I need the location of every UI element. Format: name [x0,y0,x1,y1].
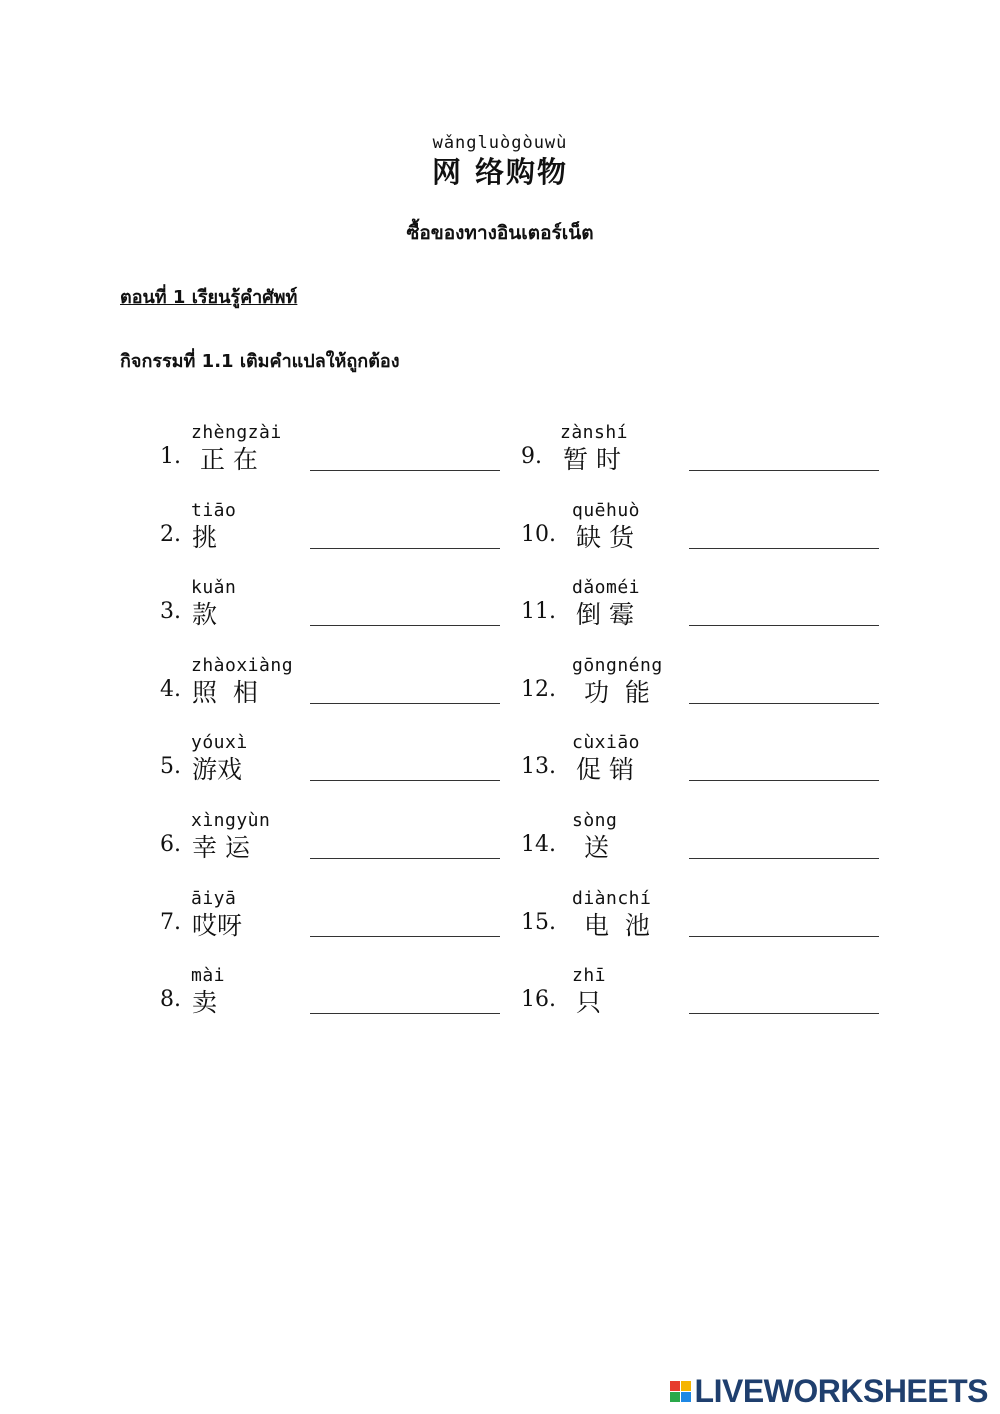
answer-blank[interactable] [689,858,879,859]
vocab-pinyin: tiāo [191,500,237,521]
answer-blank[interactable] [689,1013,879,1014]
vocab-number: 12. [521,677,556,702]
vocab-pinyin: sòng [572,810,618,831]
vocab-number: 16. [521,987,556,1012]
vocab-item [521,810,881,880]
vocab-pinyin: quēhuò [572,500,641,521]
vocab-pinyin: zhàoxiàng [191,655,294,676]
vocab-number: 7. [160,910,181,935]
vocab-pinyin: zànshí [560,422,629,443]
vocab-item [521,888,881,958]
vocab-number: 13. [521,754,556,779]
vocab-hanzi: 送 [576,833,609,862]
activity-instruction: กิจกรรมที่ 1.1 เติมคำแปลให้ถูกต้อง [120,351,400,372]
answer-blank[interactable] [310,780,500,781]
vocab-item [521,655,881,725]
vocab-item [160,422,520,492]
answer-blank[interactable] [310,936,500,937]
vocab-item [160,732,520,802]
vocab-item [160,810,520,880]
vocab-item [160,888,520,958]
vocab-pinyin: kuǎn [191,577,237,598]
vocab-item [160,965,520,1035]
vocab-hanzi: 幸 运 [192,833,250,862]
vocab-hanzi: 哎呀 [192,911,243,940]
answer-blank[interactable] [310,858,500,859]
vocab-hanzi: 倒 霉 [576,600,634,629]
answer-blank[interactable] [310,625,500,626]
answer-blank[interactable] [310,470,500,471]
vocab-number: 15. [521,910,556,935]
vocab-number: 11. [521,599,556,624]
vocab-number: 9. [521,444,542,469]
vocab-hanzi: 挑 [192,523,218,552]
vocab-pinyin: xìngyùn [191,810,271,831]
watermark-logo [670,1373,988,1410]
answer-blank[interactable] [689,470,879,471]
answer-blank[interactable] [310,1013,500,1014]
title-pinyin: wǎngluògòuwù [432,133,568,153]
vocab-pinyin: yóuxì [191,732,248,753]
vocab-pinyin: diànchí [572,888,652,909]
answer-blank[interactable] [689,548,879,549]
answer-blank[interactable] [310,703,500,704]
section-heading: ตอนที่ 1 เรียนรู้คำศัพท์ [120,287,298,308]
vocab-pinyin: mài [191,965,226,986]
vocab-number: 10. [521,522,556,547]
vocab-hanzi: 只 [576,988,602,1017]
vocab-number: 8. [160,987,181,1012]
page-title: 网 络购物 [431,155,569,189]
vocab-item [160,655,520,725]
vocab-number: 6. [160,832,181,857]
answer-blank[interactable] [310,548,500,549]
vocab-hanzi: 功 能 [576,678,650,707]
liveworksheets-logo-icon [670,1381,691,1402]
vocab-item [160,577,520,647]
vocab-number: 1. [160,444,181,469]
vocab-pinyin: cùxiāo [572,732,641,753]
watermark-text: LIVEWORKSHEETS [694,1373,988,1409]
vocab-hanzi: 卖 [192,988,218,1017]
vocab-item [521,732,881,802]
vocab-item [160,500,520,570]
vocab-pinyin: zhèngzài [191,422,282,443]
vocab-number: 4. [160,677,181,702]
vocab-number: 5. [160,754,181,779]
vocab-item [521,965,881,1035]
vocab-pinyin: gōngnéng [572,655,663,676]
answer-blank[interactable] [689,625,879,626]
vocab-hanzi: 电 池 [576,911,650,940]
vocab-hanzi: 促 销 [576,755,634,784]
vocab-item [521,500,881,570]
vocab-pinyin: dǎoméi [572,577,641,598]
vocab-number: 2. [160,522,181,547]
vocab-hanzi: 正 在 [192,445,258,474]
vocab-hanzi: 款 [192,600,218,629]
answer-blank[interactable] [689,703,879,704]
vocab-number: 14. [521,832,556,857]
vocab-number: 3. [160,599,181,624]
vocab-item [521,577,881,647]
answer-blank[interactable] [689,936,879,937]
page-subtitle: ซื้อของทางอินเตอร์เน็ต [406,222,594,244]
vocab-hanzi: 游戏 [192,755,243,784]
vocab-hanzi: 缺 货 [576,523,634,552]
vocab-hanzi: 照 相 [192,678,258,707]
vocab-item [521,422,881,492]
vocab-hanzi: 暂 时 [563,445,621,474]
vocab-pinyin: āiyā [191,888,237,909]
answer-blank[interactable] [689,780,879,781]
vocab-pinyin: zhī [572,965,607,986]
